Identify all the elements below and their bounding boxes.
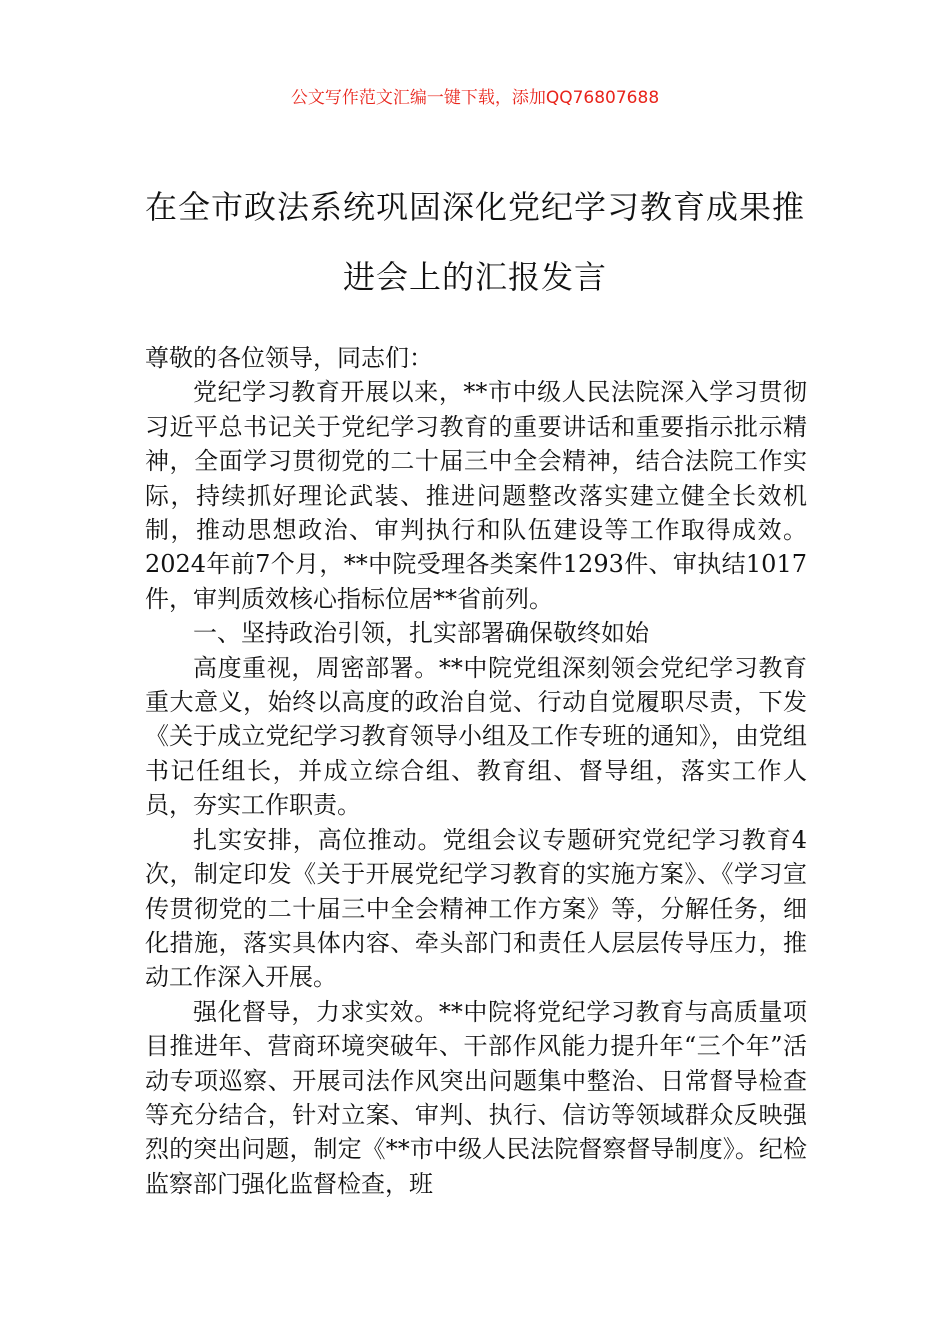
greeting: 尊敬的各位领导，同志们： xyxy=(145,344,433,372)
section-heading-1: 一、坚持政治引领，扎实部署确保敬终如始 xyxy=(193,619,649,648)
paragraph-intro: 党纪学习教育开展以来，**市中级人民法院深入学习贯彻习近平总书记关于党纪学习教育的重要讲话和重要指示批示精神，全面学习贯彻党的二十届三中全会精神，结合法院工作实际，持续抓好理论武装、推进问题整改落实建立健全长效机制，推动思想政治、审判执行和队伍建设等工作取得成效。2024年前7个月，**中院受理各类案件1293件、审执结1017件，审判质效核心指标位居**省前列。 xyxy=(145,378,807,613)
document-title: 在全市政法系统巩固深化党纪学习教育成果推进会上的汇报发言 xyxy=(145,188,806,296)
paragraph-deployment: 高度重视，周密部署。**中院党组深刻领会党纪学习教育重大意义，始终以高度的政治自觉、行动自觉履职尽责，下发《关于成立党纪学习教育领导小组及工作专班的通知》，由党组书记任组长，并成立综合组、教育组、督导组，落实工作人员，夯实工作职责。 xyxy=(145,653,807,820)
download-banner[interactable]: 公文写作范文汇编一键下载，添加QQ76807688 xyxy=(290,88,660,108)
document-body xyxy=(145,341,807,1201)
paragraph-supervision: 强化督导，力求实效。**中院将党纪学习教育与高质量项目推进年、营商环境突破年、干部作风能力提升年“三个年”活动专项巡察、开展司法作风突出问题集中整治、日常督导检查等充分结合，针对立案、审判、执行、信访等领域群众反映强烈的突出问题，制定《**市中级人民法院督察督导制度》。纪检监察部门强化监督检查，班 xyxy=(145,997,807,1198)
paragraph-arrangement: 扎实安排，高位推动。党组会议专题研究党纪学习教育4次，制定印发《关于开展党纪学习教育的实施方案》、《学习宣传贯彻党的二十届三中全会精神工作方案》等，分解任务，细化措施，落实具体内容、牵头部门和责任人层层传导压力，推动工作深入开展。 xyxy=(145,825,807,992)
